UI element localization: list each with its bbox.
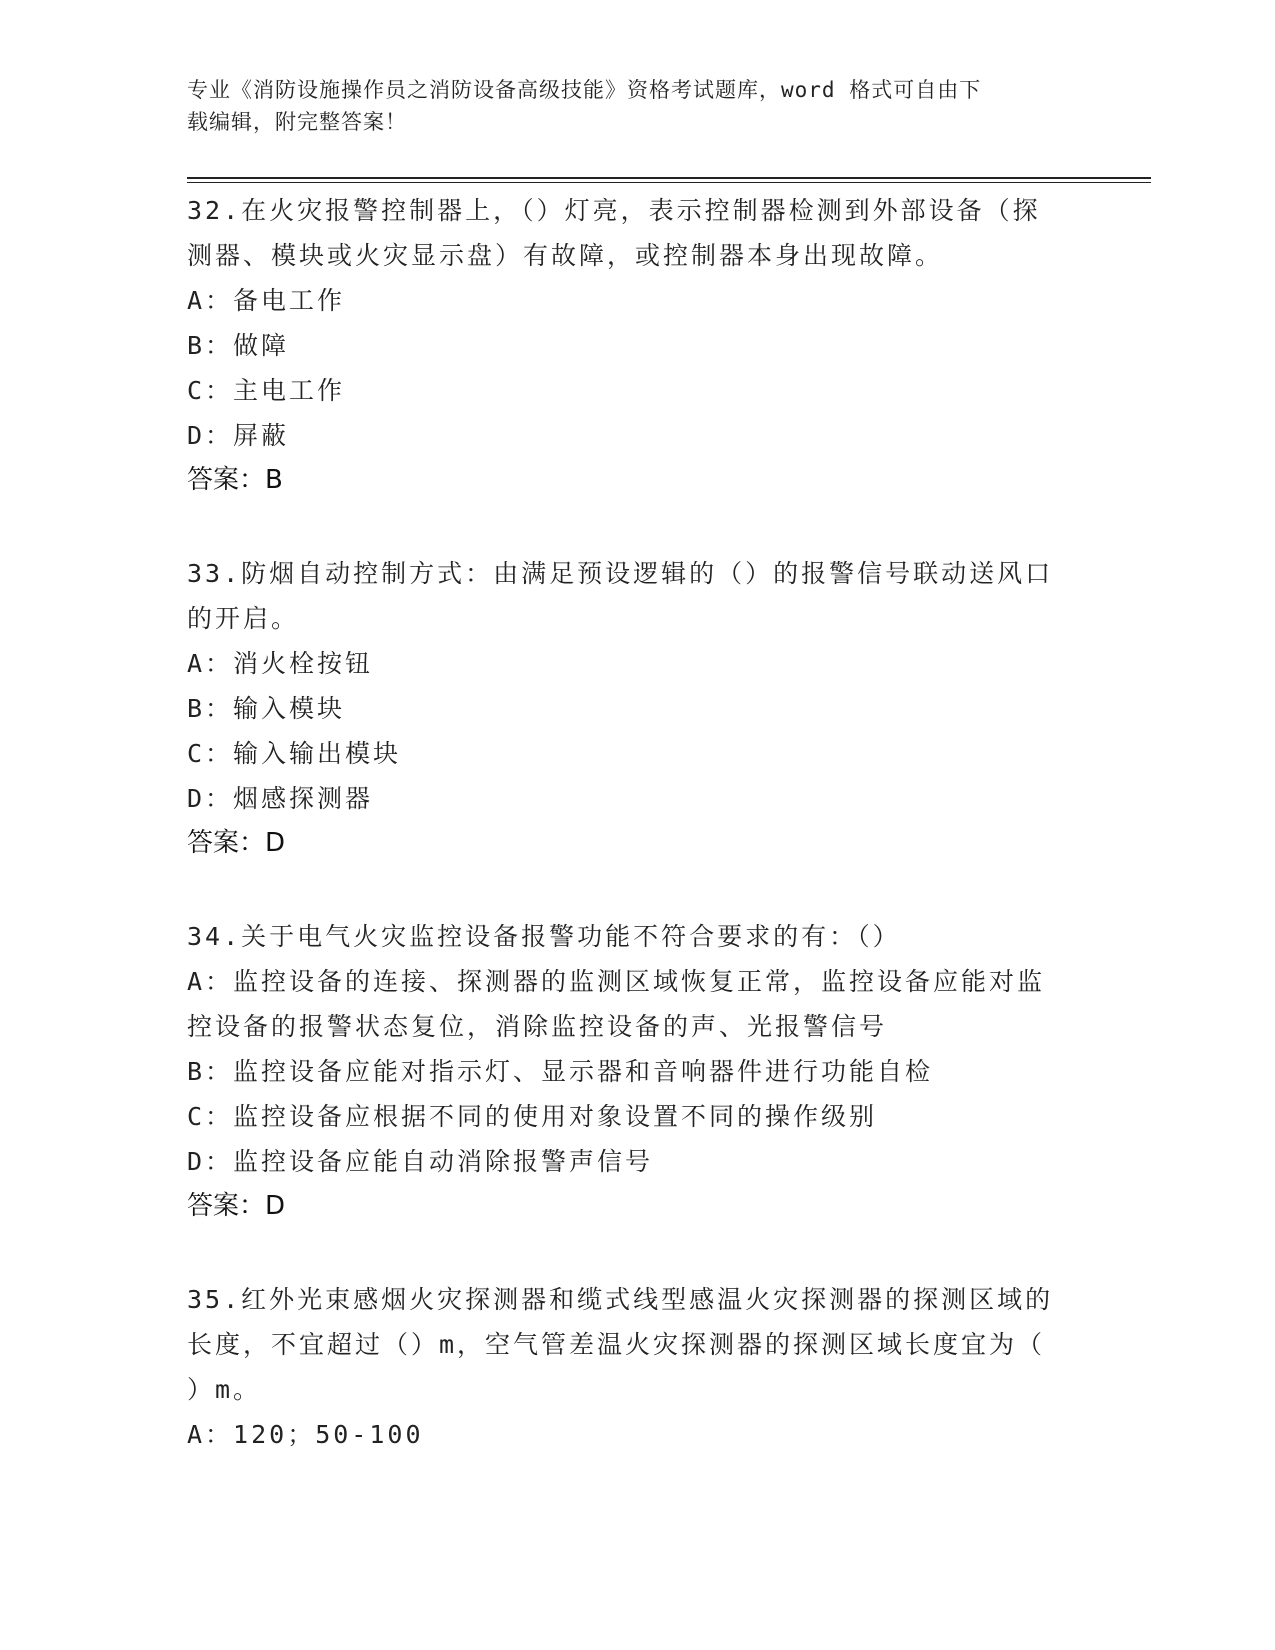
question-block: [187, 1277, 1087, 1457]
question-stem-line: 长度，不宜超过（）m，空气管差温火灾探测器的探测区域长度宜为（: [187, 1330, 1046, 1359]
question-stem-line: 35.红外光束感烟火灾探测器和缆式线型感温火灾探测器的探测区域的: [187, 1285, 1054, 1314]
document-header: [187, 74, 1087, 138]
question-block: [187, 188, 1087, 503]
question-stem-line: 测器、模块或火灾显示盘）有故障，或控制器本身出现故障。: [187, 241, 944, 270]
question-block: [187, 914, 1087, 1229]
question-stem-line: 34.关于电气火灾监控设备报警功能不符合要求的有：（）: [187, 922, 901, 951]
question-stem-line: ）m。: [187, 1375, 262, 1404]
answer-line: 答案：D: [187, 1191, 286, 1221]
question-stem-line: 32.在火灾报警控制器上，（）灯亮，表示控制器检测到外部设备（探: [187, 196, 1041, 225]
option-line: A：消火栓按钮: [187, 649, 374, 678]
option-line: C：主电工作: [187, 376, 346, 405]
option-line: B：输入模块: [187, 694, 346, 723]
option-line: B：监控设备应能对指示灯、显示器和音响器件进行功能自检: [187, 1057, 934, 1086]
option-line: A：120；50-100: [187, 1420, 424, 1449]
option-line: D：监控设备应能自动消除报警声信号: [187, 1147, 654, 1176]
header-divider-thin: [187, 182, 1151, 183]
option-line: C：监控设备应根据不同的使用对象设置不同的操作级别: [187, 1102, 878, 1131]
header-divider-thick: [187, 177, 1151, 179]
option-line: C：输入输出模块: [187, 739, 402, 768]
header-line-2: 载编辑，附完整答案！: [187, 110, 407, 134]
header-line-1: 专业《消防设施操作员之消防设备高级技能》资格考试题库，word 格式可自由下: [187, 78, 982, 102]
answer-line: 答案：D: [187, 828, 286, 858]
option-line: D：屏蔽: [187, 421, 290, 450]
option-line: A：监控设备的连接、探测器的监测区域恢复正常，监控设备应能对监: [187, 967, 1046, 996]
option-line: A：备电工作: [187, 286, 346, 315]
answer-line: 答案：B: [187, 465, 283, 495]
question-list: [187, 188, 1087, 1505]
question-stem-line: 的开启。: [187, 604, 300, 633]
option-line: 控设备的报警状态复位，消除监控设备的声、光报警信号: [187, 1012, 888, 1041]
question-stem-line: 33.防烟自动控制方式：由满足预设逻辑的（）的报警信号联动送风口: [187, 559, 1054, 588]
option-line: D：烟感探测器: [187, 784, 374, 813]
option-line: B：做障: [187, 331, 290, 360]
question-block: [187, 551, 1087, 866]
